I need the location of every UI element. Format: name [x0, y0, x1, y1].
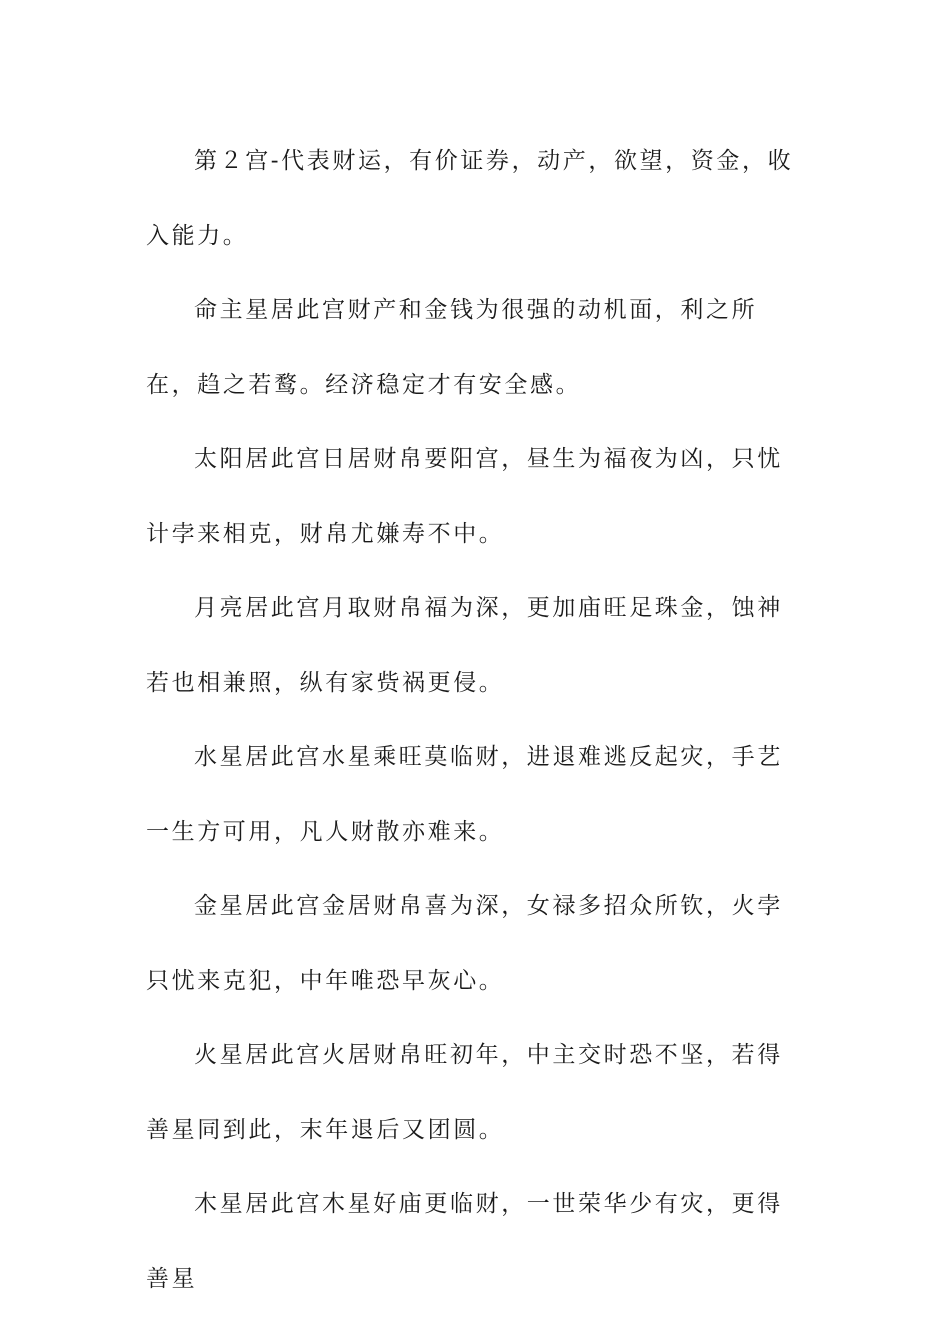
paragraph-venus: [146, 869, 806, 1018]
paragraph-line: 水星居此宫水星乘旺莫临财，进退难逃反起灾，手艺一生: [146, 744, 783, 845]
paragraph-line: 第２宫-代表财运，有价证券，动产，欲望，资金，收入能: [146, 148, 794, 249]
paragraph-moon: [146, 571, 806, 720]
paragraph-line: 来克犯，中年唯恐早灰心。: [197, 967, 505, 994]
paragraph-line: 之若鹜。经济稳定才有安全感。: [222, 371, 582, 398]
document-body: [146, 124, 806, 1316]
paragraph-line: 金星居此宫金居财帛喜为深，女禄多招众所钦，火孛只忧: [146, 893, 783, 994]
paragraph-line: 火星居此宫火居财帛旺初年，中主交时恐不坚，若得善星: [146, 1042, 783, 1143]
paragraph-line: 力。: [197, 222, 249, 249]
paragraph-line: 同到此，末年退后又团圆。: [197, 1116, 505, 1143]
paragraph-sun: [146, 422, 806, 571]
paragraph-line: 来相克，财帛尤嫌寿不中。: [197, 520, 505, 547]
paragraph-jupiter: [146, 1167, 806, 1316]
paragraph-line: 相兼照，纵有家赀祸更侵。: [197, 669, 505, 696]
paragraph-mercury: [146, 720, 806, 869]
paragraph-line: 木星居此宫木星好庙更临财，一世荣华少有灾，更得善星: [146, 1191, 783, 1292]
paragraph-line: 太阳居此宫日居财帛要阳宫，昼生为福夜为凶，只忧计孛: [146, 446, 783, 547]
paragraph-line: 月亮居此宫月取财帛福为深，更加庙旺足珠金，蚀神若也: [146, 595, 783, 696]
paragraph-ruler: [146, 273, 806, 422]
paragraph-mars: [146, 1018, 806, 1167]
paragraph-house-2: [146, 124, 806, 273]
paragraph-line: 命主星居此宫财产和金钱为很强的动机面，利之所在，趋: [146, 297, 758, 398]
paragraph-line: 方可用，凡人财散亦难来。: [197, 818, 505, 845]
